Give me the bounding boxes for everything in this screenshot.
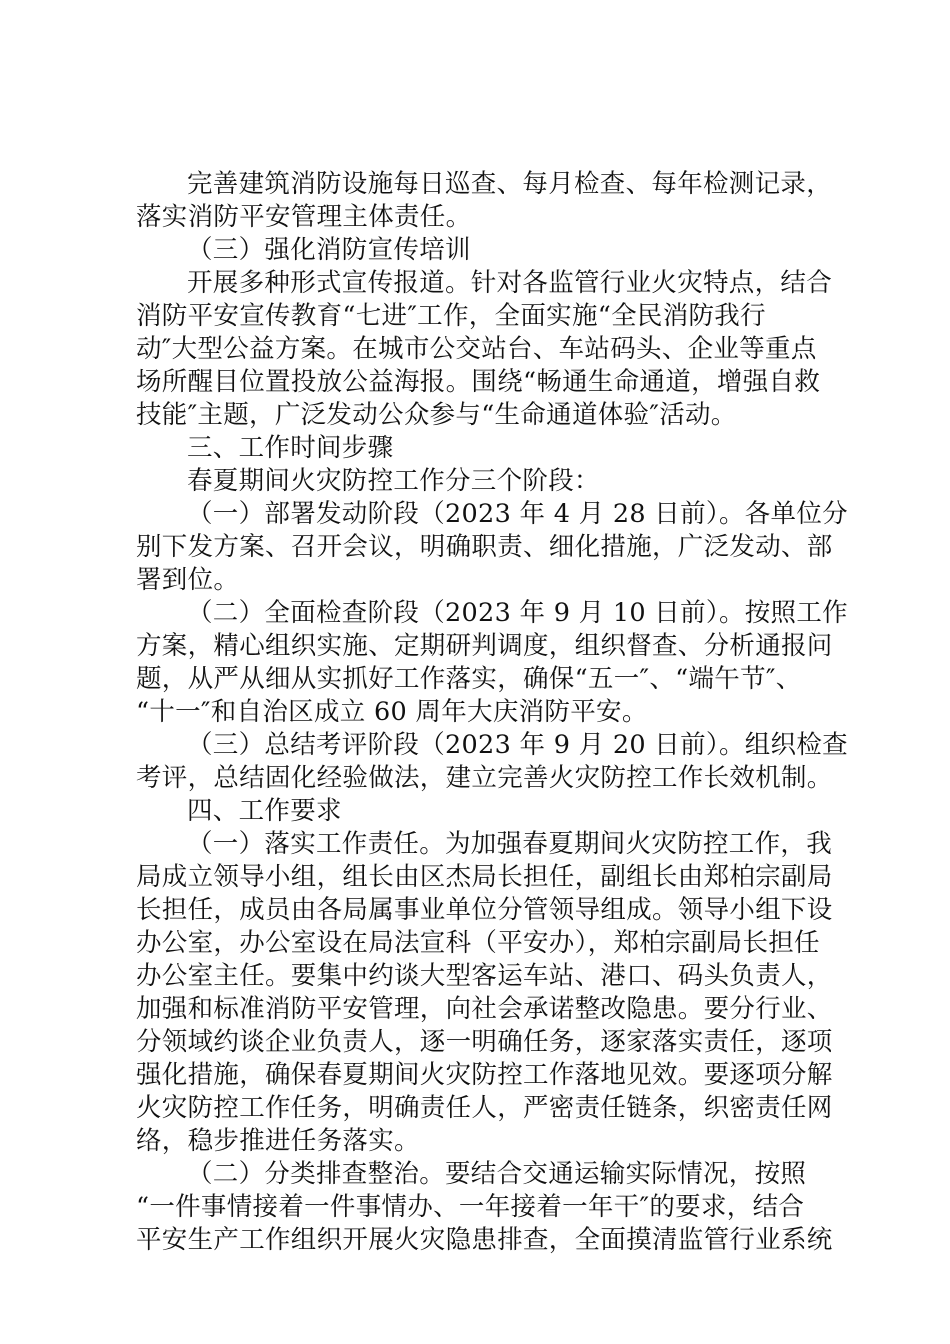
text-line: 办公室，办公室设在局法宣科（平安办），郑柏宗副局长担任: [136, 928, 820, 958]
text-line: （三）总结考评阶段（2023 年 9 月 20 日前）。组织检查: [187, 730, 848, 760]
text-line: 署到位。: [136, 565, 240, 595]
text-line: 强化措施，确保春夏期间火灾防控工作落地见效。要逐项分解: [136, 1060, 833, 1090]
text-line: 三、工作时间步骤: [187, 433, 394, 463]
text-line: （二）全面检查阶段（2023 年 9 月 10 日前）。按照工作: [187, 598, 848, 628]
text-line: （三）强化消防宣传培训: [187, 235, 471, 265]
text-line: 方案，精心组织实施、定期研判调度，组织督查、分析通报问: [136, 631, 833, 661]
text-line: 局成立领导小组，组长由区杰局长担任，副组长由郑柏宗副局: [136, 862, 833, 892]
text-line: 题，从严从细从实抓好工作落实，确保“五一″、“端午节″、: [136, 664, 802, 694]
text-line: （一）落实工作责任。为加强春夏期间火灾防控工作，我: [187, 829, 833, 859]
text-line: 火灾防控工作任务，明确责任人，严密责任链条，织密责任网: [136, 1093, 833, 1123]
text-line: 春夏期间火灾防控工作分三个阶段：: [187, 466, 600, 496]
text-line: 分领域约谈企业负责人，逐一明确任务，逐家落实责任，逐项: [136, 1027, 833, 1057]
document-body: [136, 168, 848, 1257]
text-line: 场所醒目位置投放公益海报。围绕“畅通生命通道，增强自救: [136, 367, 821, 397]
text-line: 加强和标准消防平安管理，向社会承诺整改隐患。要分行业、: [136, 994, 833, 1024]
text-line: 消防平安宣传教育“七进″工作，全面实施“全民消防我行: [136, 301, 766, 331]
text-line: 四、工作要求: [187, 796, 342, 826]
text-line: 络，稳步推进任务落实。: [136, 1126, 420, 1156]
text-line: 长担任，成员由各局属事业单位分管领导组成。领导小组下设: [136, 895, 833, 925]
text-line: （二）分类排查整治。要结合交通运输实际情况，按照: [187, 1159, 807, 1189]
text-line: 考评，总结固化经验做法，建立完善火灾防控工作长效机制。: [136, 763, 833, 793]
text-line: 完善建筑消防设施每日巡查、每月检查、每年检测记录，: [187, 169, 833, 199]
text-line: 办公室主任。要集中约谈大型客运车站、港口、码头负责人，: [136, 961, 833, 991]
text-line: （一）部署发动阶段（2023 年 4 月 28 日前）。各单位分: [187, 499, 848, 529]
text-line: 别下发方案、召开会议，明确职责、细化措施，广泛发动、部: [136, 532, 833, 562]
text-line: 动″大型公益方案。在城市公交站台、车站码头、企业等重点: [136, 334, 817, 364]
text-line: “一件事情接着一件事情办、一年接着一年干″的要求，结合: [136, 1192, 805, 1222]
text-line: 平安生产工作组织开展火灾隐患排查，全面摸清监管行业系统: [136, 1225, 833, 1255]
text-line: 落实消防平安管理主体责任。: [136, 202, 472, 232]
text-line: 技能″主题，广泛发动公众参与“生命通道体验″活动。: [136, 400, 737, 430]
text-line: “十一″和自治区成立 60 周年大庆消防平安。: [136, 697, 648, 727]
text-line: 开展多种形式宣传报道。针对各监管行业火灾特点，结合: [187, 268, 833, 298]
